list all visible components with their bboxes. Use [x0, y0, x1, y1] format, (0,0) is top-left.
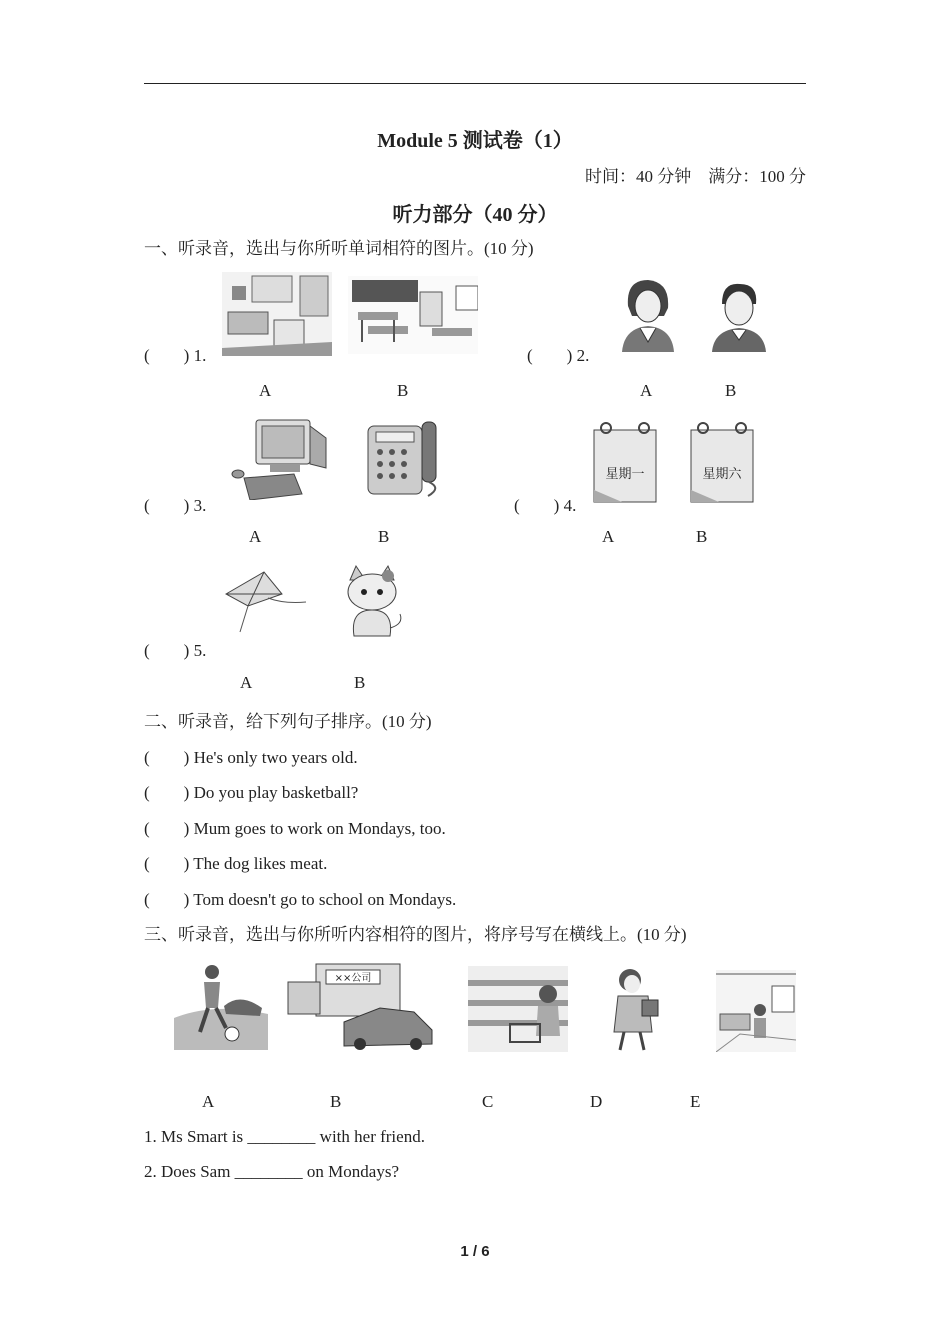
q3-option-b-label: B — [378, 527, 390, 546]
q1-option-a-label: A — [259, 381, 272, 400]
page-title: Module 5 测试卷（1） — [377, 130, 573, 152]
part3-label-e: E — [690, 1092, 701, 1111]
part3-instruction: 三、听录音，选出与你所听内容相符的图片，将序号写在横线上。(10 分) — [144, 925, 687, 944]
boy-playing-football-image — [174, 962, 268, 1050]
exam-meta: 时间：40 分钟 满分：100 分 — [585, 167, 806, 186]
listening-section-title: 听力部分（40 分） — [392, 204, 558, 226]
ordering-item: ( ) The dog likes meat. — [144, 854, 328, 873]
header-rule — [144, 83, 806, 84]
fill-blank-question-2: 2. Does Sam ________ on Mondays? — [144, 1162, 399, 1181]
room-with-furniture-image — [222, 272, 332, 356]
q5-option-b-label: B — [354, 673, 366, 692]
ordering-item: ( ) Tom doesn't go to school on Mondays. — [144, 890, 457, 909]
calendar-a-text: 星期一 — [605, 467, 645, 482]
part3-label-c: C — [482, 1092, 494, 1111]
question-1: ( ) 1. — [144, 346, 207, 365]
part3-label-b: B — [330, 1092, 342, 1111]
question-5: ( ) 5. — [144, 641, 207, 660]
man-portrait-image — [710, 280, 766, 352]
ordering-item: ( ) He's only two years old. — [144, 748, 358, 767]
part3-label-d: D — [590, 1092, 603, 1111]
calendar-saturday-image — [689, 420, 755, 504]
q4-option-b-label: B — [696, 527, 708, 546]
calendar-monday-image — [592, 420, 658, 504]
classroom-image — [348, 276, 478, 354]
building-sign-text: ××公司 — [334, 973, 372, 984]
ordering-item: ( ) Do you play basketball? — [144, 783, 359, 802]
q2-option-a-label: A — [640, 381, 653, 400]
supermarket-shopping-image — [468, 966, 568, 1052]
calendar-b-text: 星期六 — [702, 467, 742, 482]
q1-option-b-label: B — [397, 381, 409, 400]
question-3: ( ) 3. — [144, 496, 207, 515]
q2-option-b-label: B — [725, 381, 737, 400]
kite-image — [218, 566, 308, 636]
office-building-and-car-image — [284, 960, 436, 1050]
cat-toy-image — [340, 564, 406, 640]
page-number: 1 / 6 — [460, 1243, 490, 1260]
fill-blank-question-1: 1. Ms Smart is ________ with her friend. — [144, 1127, 425, 1146]
computer-image — [230, 416, 330, 500]
question-4: ( ) 4. — [514, 496, 577, 515]
part3-label-a: A — [202, 1092, 215, 1111]
boy-at-home-image — [716, 970, 796, 1052]
ordering-item: ( ) Mum goes to work on Mondays, too. — [144, 819, 446, 838]
q4-option-a-label: A — [602, 527, 615, 546]
q3-option-a-label: A — [249, 527, 262, 546]
telephone-image — [362, 416, 446, 500]
q5-option-a-label: A — [240, 673, 253, 692]
woman-with-bag-image — [608, 966, 672, 1052]
question-2: ( ) 2. — [527, 346, 590, 365]
woman-portrait-image — [618, 276, 676, 352]
part2-instruction: 二、听录音，给下列句子排序。(10 分) — [144, 712, 432, 731]
part1-instruction: 一、听录音，选出与你所听单词相符的图片。(10 分) — [144, 239, 534, 258]
